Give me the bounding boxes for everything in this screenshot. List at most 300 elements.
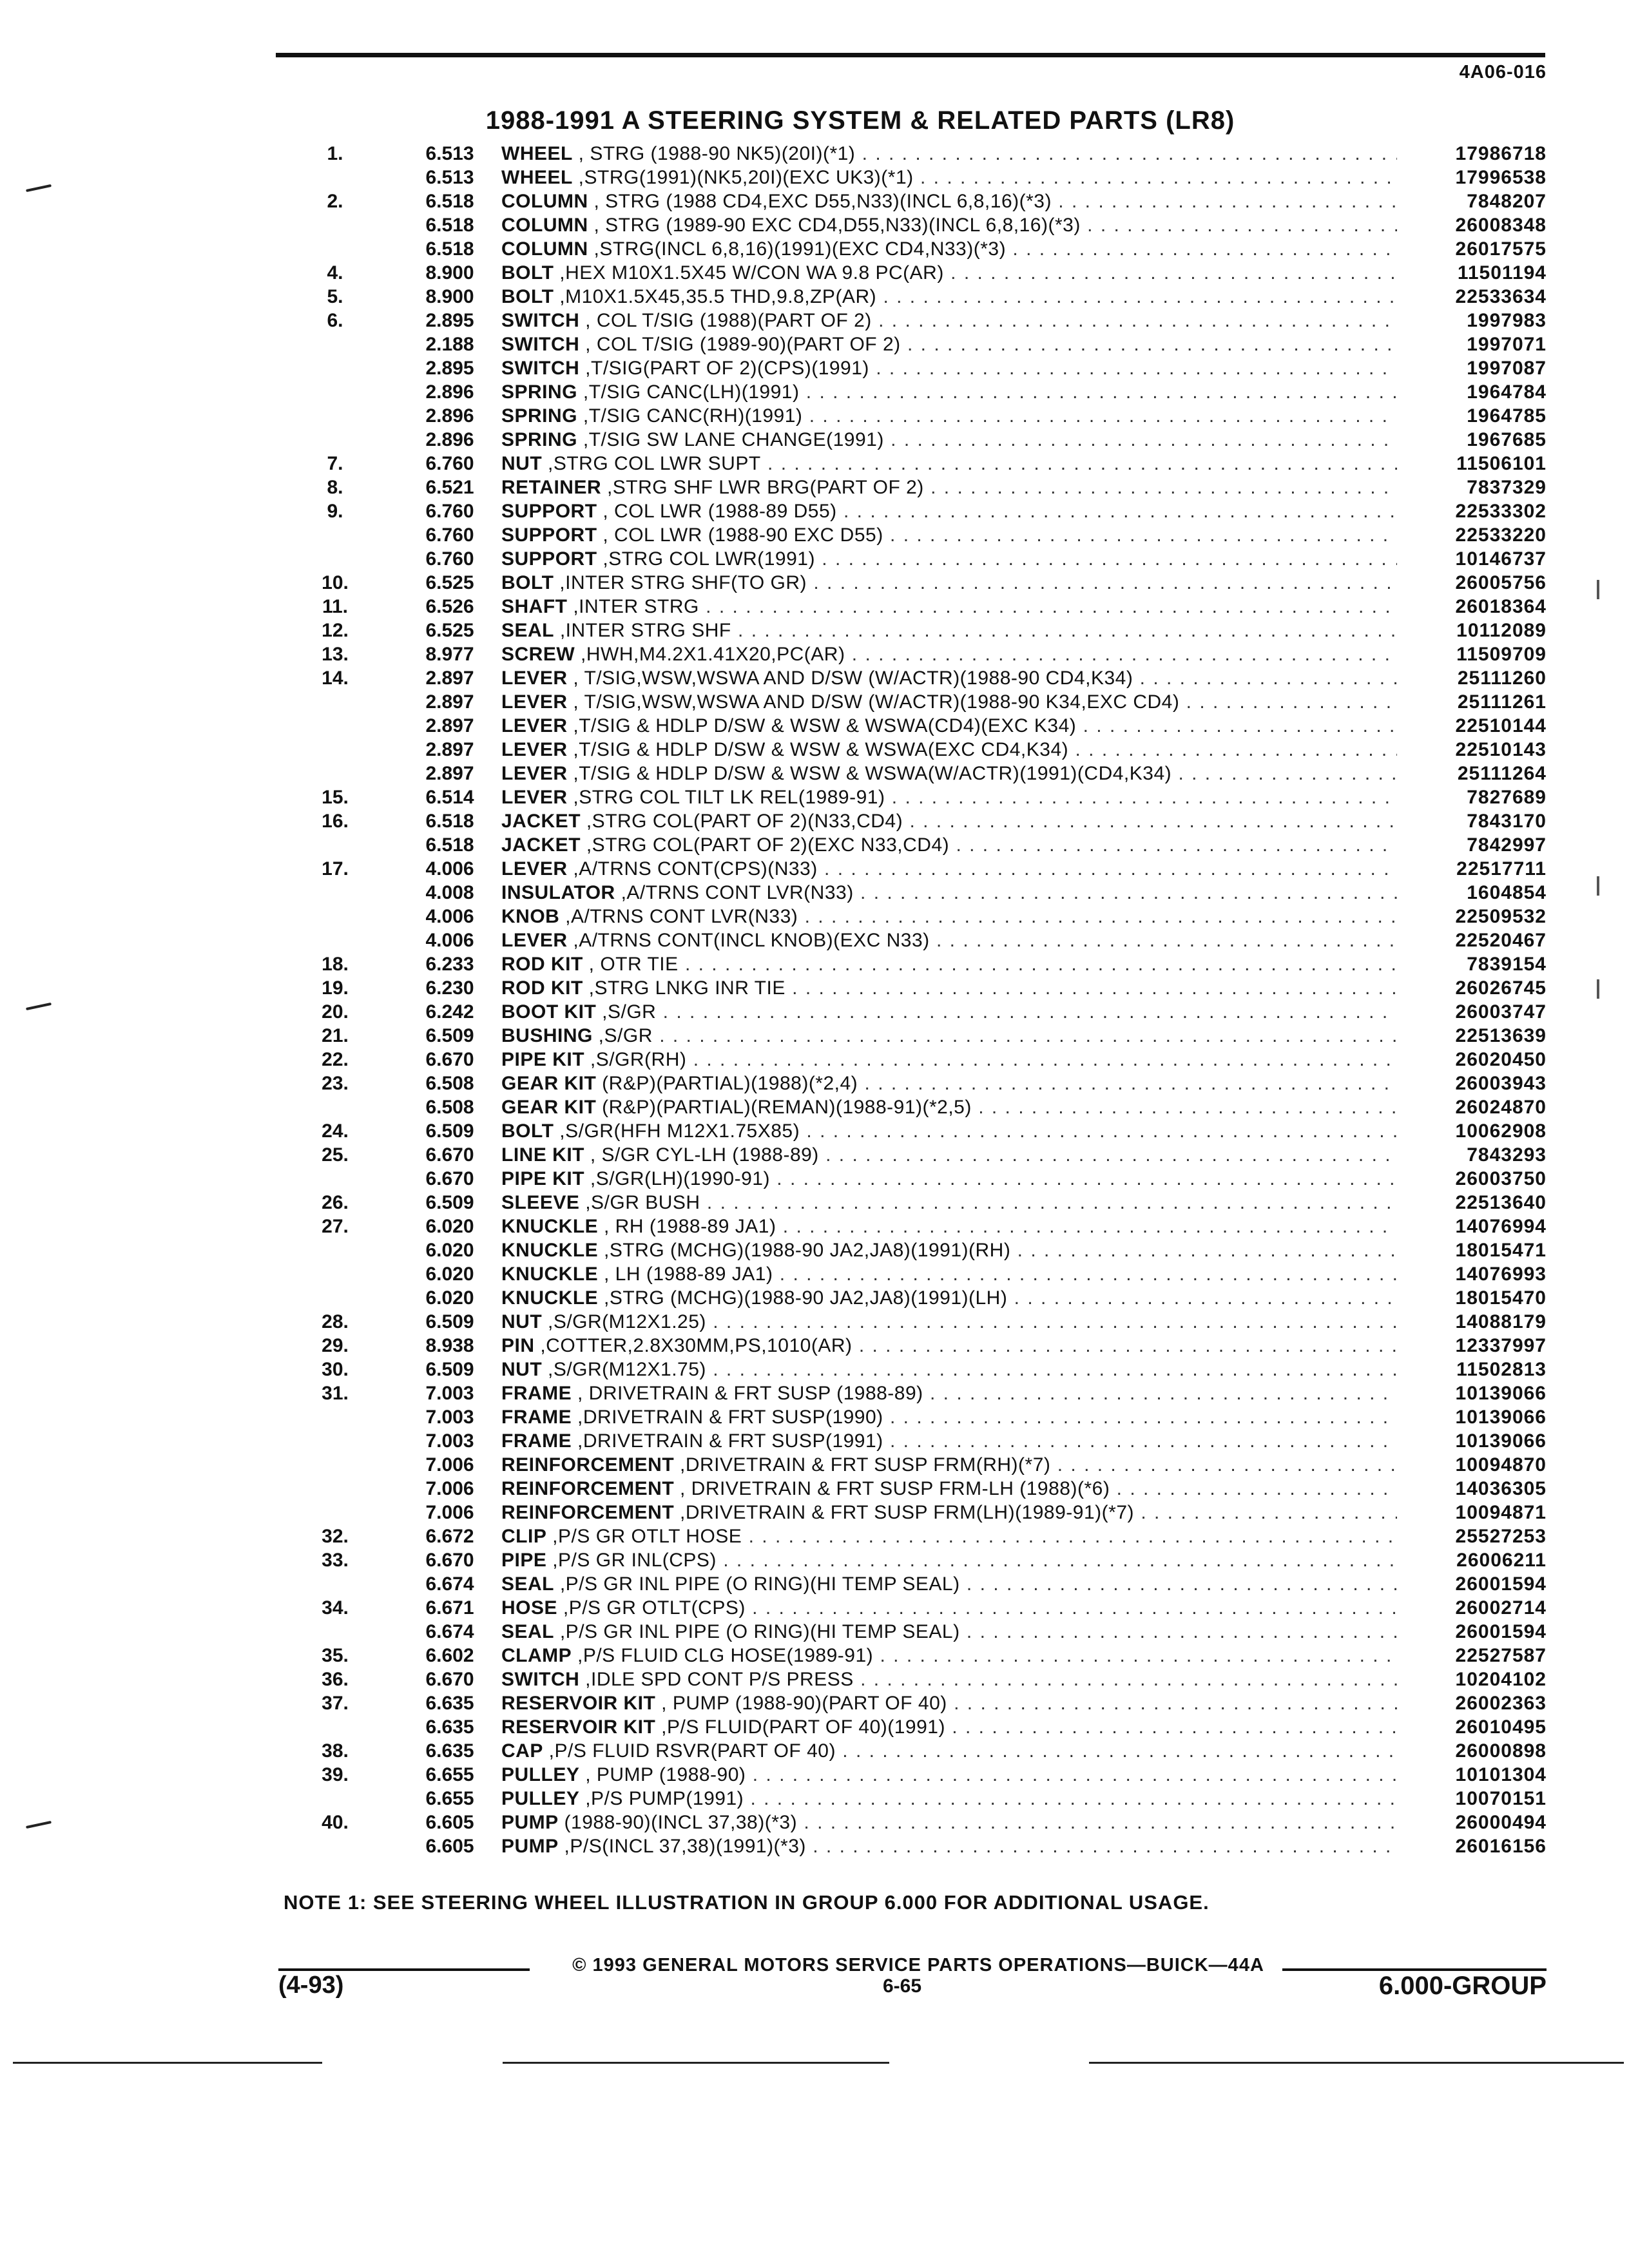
part-group-number: 6.674: [425, 1573, 474, 1595]
part-description: [501, 905, 1397, 928]
part-qualifier: ,P/S FLUID(PART OF 40)(1991): [655, 1716, 945, 1738]
part-description: [501, 1644, 1397, 1667]
part-description: [501, 738, 1397, 762]
part-number: 10139066: [1455, 1407, 1547, 1428]
part-group-number: 6.670: [425, 1168, 474, 1189]
part-row: [0, 1620, 1629, 1644]
top-rule: [276, 53, 1545, 57]
part-description: [501, 1405, 1397, 1429]
part-description: [501, 762, 1397, 785]
part-qualifier: ,DRIVETRAIN & FRT SUSP FRM(LH)(1989-91)(*7): [674, 1502, 1134, 1523]
part-number: 7843293: [1467, 1144, 1547, 1166]
part-number: 14088179: [1455, 1311, 1547, 1332]
part-description: [501, 928, 1397, 952]
part-name: INSULATOR: [501, 882, 615, 903]
part-description: [501, 1715, 1397, 1739]
part-qualifier: ,S/GR(M12X1.75): [542, 1359, 706, 1380]
part-group-number: 6.509: [425, 1192, 474, 1213]
part-qualifier: ,A/TRNS CONT(CPS)(N33): [567, 858, 818, 879]
part-ref-number: 7.: [327, 453, 343, 474]
part-qualifier: , STRG (1988 CD4,EXC D55,N33)(INCL 6,8,16)(*3): [588, 191, 1052, 212]
part-description: [501, 213, 1397, 237]
part-qualifier: ,STRG COL TILT LK REL(1989-91): [567, 787, 885, 808]
part-qualifier: , PUMP (1988-90): [579, 1764, 746, 1785]
part-row: [0, 666, 1629, 690]
part-number: 10062908: [1455, 1120, 1547, 1142]
part-row: [0, 1787, 1629, 1811]
part-ref-number: 13.: [322, 644, 349, 665]
part-row: [0, 1501, 1629, 1524]
part-qualifier: ,STRG(INCL 6,8,16)(1991)(EXC CD4,N33)(*3): [588, 238, 1007, 260]
part-name: ROD KIT: [501, 954, 583, 975]
part-description: [501, 523, 1397, 547]
part-group-number: 6.525: [425, 572, 474, 593]
part-number: 10139066: [1455, 1430, 1547, 1452]
part-qualifier: ,IDLE SPD CONT P/S PRESS: [579, 1669, 854, 1690]
part-description: [501, 1048, 1397, 1072]
part-number: 12337997: [1455, 1335, 1547, 1356]
part-ref-number: 39.: [322, 1764, 349, 1785]
part-description: [501, 1024, 1397, 1048]
part-group-number: 2.896: [425, 381, 474, 403]
part-group-number: 2.896: [425, 429, 474, 450]
part-number: 22533302: [1455, 501, 1547, 522]
part-ref-number: 1.: [327, 143, 343, 164]
part-number: 26010495: [1455, 1716, 1547, 1738]
part-qualifier: ,T/SIG(PART OF 2)(CPS)(1991): [579, 358, 869, 379]
part-group-number: 2.895: [425, 310, 474, 331]
part-name: PUMP: [501, 1812, 559, 1833]
part-description: [501, 1381, 1397, 1405]
part-number: 26017575: [1455, 238, 1547, 260]
part-description: [501, 571, 1397, 595]
part-row: [0, 547, 1629, 571]
part-group-number: 6.525: [425, 620, 474, 641]
part-qualifier: ,DRIVETRAIN & FRT SUSP FRM(RH)(*7): [674, 1454, 1051, 1475]
part-group-number: 6.242: [425, 1001, 474, 1023]
part-name: FRAME: [501, 1407, 572, 1428]
part-group-number: 6.233: [425, 954, 474, 975]
part-qualifier: ,STRG COL(PART OF 2)(EXC N33,CD4): [581, 834, 950, 856]
part-ref-number: 2.: [327, 191, 343, 212]
page-title: 1988-1991 A STEERING SYSTEM & RELATED PARTS (LR8): [485, 106, 1235, 135]
part-name: FRAME: [501, 1430, 572, 1452]
part-ref-number: 40.: [322, 1812, 349, 1833]
part-number: 25111264: [1457, 763, 1547, 784]
part-ref-number: 36.: [322, 1669, 349, 1690]
part-row: [0, 1811, 1629, 1834]
part-qualifier: (1988-90)(INCL 37,38)(*3): [558, 1812, 798, 1833]
part-number: 26001594: [1455, 1573, 1547, 1595]
part-qualifier: , OTR TIE: [583, 954, 679, 975]
part-description: [501, 690, 1397, 714]
part-number: 26026745: [1455, 977, 1547, 999]
part-description: [501, 642, 1397, 666]
part-name: KNUCKLE: [501, 1287, 599, 1309]
scan-speck: [1597, 876, 1599, 896]
part-number: 26016156: [1455, 1836, 1547, 1857]
part-name: SCREW: [501, 644, 575, 665]
part-row: [0, 380, 1629, 404]
part-row: [0, 428, 1629, 452]
part-group-number: 7.006: [425, 1502, 474, 1523]
part-name: NUT: [501, 453, 543, 474]
part-group-number: 8.900: [425, 262, 474, 284]
page-code: 4A06-016: [1459, 62, 1547, 82]
part-number: 1604854: [1467, 882, 1547, 903]
part-description: [501, 142, 1397, 166]
part-qualifier: ,STRG COL LWR(1991): [597, 548, 815, 570]
part-ref-number: 21.: [322, 1025, 349, 1046]
part-group-number: 8.977: [425, 644, 474, 665]
footer-date: (4-93): [278, 1972, 344, 1999]
part-description: [501, 976, 1397, 1000]
part-row: [0, 1191, 1629, 1215]
part-qualifier: ,S/GR(HFH M12X1.75X85): [554, 1120, 800, 1142]
part-number: 7848207: [1467, 191, 1547, 212]
part-description: [501, 1596, 1397, 1620]
part-group-number: 6.518: [425, 834, 474, 856]
part-row: [0, 1715, 1629, 1739]
part-group-number: 6.760: [425, 524, 474, 546]
part-row: [0, 1524, 1629, 1548]
part-number: 14036305: [1455, 1478, 1547, 1499]
part-name: WHEEL: [501, 143, 573, 164]
part-ref-number: 25.: [322, 1144, 349, 1166]
part-row: [0, 1358, 1629, 1381]
scan-speck: [1597, 580, 1599, 599]
part-qualifier: ,T/SIG & HDLP D/SW & WSW & WSWA(EXC CD4,K34): [567, 739, 1069, 760]
part-group-number: 8.938: [425, 1335, 474, 1356]
part-number: 7843170: [1467, 811, 1547, 832]
scan-speck: [1597, 979, 1599, 999]
part-ref-number: 17.: [322, 858, 349, 879]
part-group-number: 6.602: [425, 1645, 474, 1666]
footer-group: 6.000-GROUP: [1378, 1972, 1547, 2000]
part-qualifier: ,T/SIG SW LANE CHANGE(1991): [577, 429, 884, 450]
part-description: [501, 261, 1397, 285]
part-number: 26003943: [1455, 1073, 1547, 1094]
part-row: [0, 309, 1629, 332]
part-name: LEVER: [501, 715, 568, 736]
part-number: 11509709: [1456, 644, 1547, 665]
part-description: [501, 1548, 1397, 1572]
part-number: 26000494: [1455, 1812, 1547, 1833]
part-qualifier: ,INTER STRG: [567, 596, 699, 617]
part-qualifier: , DRIVETRAIN & FRT SUSP FRM-LH (1988)(*6): [674, 1478, 1110, 1499]
part-description: [501, 1238, 1397, 1262]
part-ref-number: 12.: [322, 620, 349, 641]
part-group-number: 7.006: [425, 1454, 474, 1475]
part-group-number: 6.508: [425, 1097, 474, 1118]
footnote: NOTE 1: SEE STEERING WHEEL ILLUSTRATION IN GROUP 6.000 FOR ADDITIONAL USAGE.: [284, 1891, 1210, 1914]
part-group-number: 4.006: [425, 906, 474, 927]
part-group-number: 6.670: [425, 1669, 474, 1690]
part-group-number: 6.508: [425, 1073, 474, 1094]
part-number: 10101304: [1455, 1764, 1547, 1785]
part-name: REINFORCEMENT: [501, 1502, 675, 1523]
part-row: [0, 1334, 1629, 1358]
part-number: 26018364: [1455, 596, 1547, 617]
part-row: [0, 1000, 1629, 1024]
part-number: 11506101: [1456, 453, 1547, 474]
part-row: [0, 332, 1629, 356]
part-name: CLIP: [501, 1526, 547, 1547]
part-row: [0, 189, 1629, 213]
part-name: SWITCH: [501, 334, 580, 355]
part-description: [501, 1286, 1397, 1310]
part-name: WHEEL: [501, 167, 573, 188]
part-description: [501, 952, 1397, 976]
part-row: [0, 356, 1629, 380]
part-number: 1964784: [1467, 381, 1547, 403]
part-description: [501, 1667, 1397, 1691]
part-row: [0, 571, 1629, 595]
part-row: [0, 1215, 1629, 1238]
part-qualifier: ,P/S GR OTLT HOSE: [546, 1526, 742, 1547]
part-ref-number: 19.: [322, 977, 349, 999]
part-description: [501, 1000, 1397, 1024]
part-qualifier: ,COTTER,2.8X30MM,PS,1010(AR): [534, 1335, 853, 1356]
part-ref-number: 20.: [322, 1001, 349, 1023]
part-ref-number: 26.: [322, 1192, 349, 1213]
part-number: 22513639: [1455, 1025, 1547, 1046]
part-row: [0, 1548, 1629, 1572]
part-group-number: 6.513: [425, 143, 474, 164]
part-row: [0, 476, 1629, 499]
part-row: [0, 762, 1629, 785]
part-description: [501, 1167, 1397, 1191]
part-row: [0, 1691, 1629, 1715]
part-row: [0, 1048, 1629, 1072]
part-row: [0, 1119, 1629, 1143]
part-number: 1964785: [1467, 405, 1547, 427]
part-description: [501, 1119, 1397, 1143]
part-group-number: 7.006: [425, 1478, 474, 1499]
part-row: [0, 1739, 1629, 1763]
part-number: 26006211: [1456, 1550, 1547, 1571]
part-row: [0, 213, 1629, 237]
part-row: [0, 1644, 1629, 1667]
part-row: [0, 452, 1629, 476]
part-description: [501, 1811, 1397, 1834]
part-row: [0, 642, 1629, 666]
part-row: [0, 785, 1629, 809]
part-row: [0, 1453, 1629, 1477]
part-qualifier: ,STRG (MCHG)(1988-90 JA2,JA8)(1991)(LH): [598, 1287, 1008, 1309]
part-number: 11501194: [1457, 262, 1547, 284]
part-description: [501, 1310, 1397, 1334]
part-row: [0, 1072, 1629, 1095]
part-name: SEAL: [501, 1621, 555, 1642]
part-name: SWITCH: [501, 1669, 580, 1690]
part-name: BOLT: [501, 286, 554, 307]
part-ref-number: 16.: [322, 811, 349, 832]
part-qualifier: , COL LWR (1988-90 EXC D55): [597, 524, 883, 546]
part-number: 22527587: [1455, 1645, 1547, 1666]
part-row: [0, 1834, 1629, 1858]
part-description: [501, 237, 1397, 261]
part-description: [501, 881, 1397, 905]
part-description: [501, 1763, 1397, 1787]
part-group-number: 6.635: [425, 1693, 474, 1714]
part-name: GEAR KIT: [501, 1097, 597, 1118]
part-row: [0, 237, 1629, 261]
part-description: [501, 1215, 1397, 1238]
part-name: SWITCH: [501, 358, 580, 379]
part-description: [501, 404, 1397, 428]
part-row: [0, 261, 1629, 285]
part-name: SPRING: [501, 405, 578, 427]
part-group-number: 2.897: [425, 691, 474, 713]
part-number: 26020450: [1455, 1049, 1547, 1070]
part-row: [0, 1381, 1629, 1405]
part-name: LEVER: [501, 930, 568, 951]
part-name: BOLT: [501, 1120, 554, 1142]
part-description: [501, 714, 1397, 738]
part-group-number: 6.518: [425, 191, 474, 212]
part-group-number: 6.635: [425, 1740, 474, 1762]
part-row: [0, 1477, 1629, 1501]
part-description: [501, 499, 1397, 523]
part-qualifier: ,HEX M10X1.5X45 W/CON WA 9.8 PC(AR): [554, 262, 944, 284]
part-ref-number: 4.: [327, 262, 343, 284]
part-number: 26003747: [1455, 1001, 1547, 1023]
part-description: [501, 666, 1397, 690]
part-qualifier: ,T/SIG CANC(LH)(1991): [577, 381, 800, 403]
part-name: SUPPORT: [501, 548, 597, 570]
part-qualifier: ,T/SIG & HDLP D/SW & WSW & WSWA(W/ACTR)(1991)(CD4,K34): [567, 763, 1172, 784]
part-ref-number: 34.: [322, 1597, 349, 1619]
part-qualifier: ,P/S(INCL 37,38)(1991)(*3): [558, 1836, 806, 1857]
part-group-number: 7.003: [425, 1383, 474, 1404]
part-name: HOSE: [501, 1597, 558, 1619]
part-description: [501, 285, 1397, 309]
part-qualifier: , S/GR CYL-LH (1988-89): [584, 1144, 819, 1166]
part-group-number: 6.230: [425, 977, 474, 999]
part-qualifier: , STRG (1989-90 EXC CD4,D55,N33)(INCL 6,8,16)(*3): [588, 215, 1081, 236]
part-group-number: 4.006: [425, 930, 474, 951]
part-description: [501, 809, 1397, 833]
part-group-number: 6.674: [425, 1621, 474, 1642]
part-row: [0, 1667, 1629, 1691]
part-number: 10112089: [1456, 620, 1547, 641]
part-group-number: 2.188: [425, 334, 474, 355]
part-row: [0, 976, 1629, 1000]
part-qualifier: ,INTER STRG SHF(TO GR): [554, 572, 807, 593]
part-row: [0, 1024, 1629, 1048]
part-name: SPRING: [501, 381, 578, 403]
part-name: SHAFT: [501, 596, 568, 617]
part-ref-number: 29.: [322, 1335, 349, 1356]
scan-rule-1: [13, 2062, 322, 2064]
part-name: KNUCKLE: [501, 1264, 599, 1285]
part-number: 10139066: [1455, 1383, 1547, 1404]
part-name: SEAL: [501, 620, 555, 641]
part-description: [501, 1477, 1397, 1501]
part-description: [501, 1072, 1397, 1095]
part-name: LINE KIT: [501, 1144, 584, 1166]
part-group-number: 6.513: [425, 167, 474, 188]
part-qualifier: ,HWH,M4.2X1.41X20,PC(AR): [575, 644, 845, 665]
part-number: 26002363: [1455, 1693, 1547, 1714]
part-group-number: 6.760: [425, 501, 474, 522]
part-ref-number: 9.: [327, 501, 343, 522]
part-number: 26008348: [1455, 215, 1547, 236]
part-group-number: 6.655: [425, 1788, 474, 1809]
part-ref-number: 14.: [322, 668, 349, 689]
part-name: COLUMN: [501, 238, 588, 260]
part-group-number: 6.760: [425, 548, 474, 570]
part-ref-number: 37.: [322, 1693, 349, 1714]
part-name: RETAINER: [501, 477, 602, 498]
part-row: [0, 928, 1629, 952]
part-number: 26000898: [1455, 1740, 1547, 1762]
part-qualifier: ,S/GR(LH)(1990-91): [584, 1168, 770, 1189]
part-group-number: 6.518: [425, 238, 474, 260]
part-number: 18015470: [1455, 1287, 1547, 1309]
part-qualifier: (R&P)(PARTIAL)(1988)(*2,4): [596, 1073, 858, 1094]
part-row: [0, 1596, 1629, 1620]
scan-rule-2: [503, 2062, 889, 2064]
part-group-number: 6.526: [425, 596, 474, 617]
part-group-number: 6.670: [425, 1049, 474, 1070]
part-name: SUPPORT: [501, 524, 597, 546]
part-row: [0, 809, 1629, 833]
part-name: CAP: [501, 1740, 543, 1762]
parts-list: [0, 142, 1629, 1858]
part-row: [0, 1286, 1629, 1310]
part-name: SWITCH: [501, 310, 580, 331]
part-ref-number: 33.: [322, 1550, 349, 1571]
part-group-number: 2.895: [425, 358, 474, 379]
part-number: 25111261: [1457, 691, 1547, 713]
part-group-number: 6.635: [425, 1716, 474, 1738]
part-name: SEAL: [501, 1573, 555, 1595]
part-name: PUMP: [501, 1836, 559, 1857]
part-qualifier: ,P/S GR INL PIPE (O RING)(HI TEMP SEAL): [554, 1573, 960, 1595]
part-ref-number: 18.: [322, 954, 349, 975]
part-row: [0, 523, 1629, 547]
part-name: RESERVOIR KIT: [501, 1716, 656, 1738]
part-name: PULLEY: [501, 1764, 580, 1785]
part-description: [501, 833, 1397, 857]
part-ref-number: 23.: [322, 1073, 349, 1094]
part-ref-number: 11.: [322, 596, 349, 617]
part-name: KNUCKLE: [501, 1216, 599, 1237]
part-number: 7842997: [1467, 834, 1547, 856]
part-description: [501, 595, 1397, 619]
part-description: [501, 1572, 1397, 1596]
part-description: [501, 1429, 1397, 1453]
part-row: [0, 1095, 1629, 1119]
part-row: [0, 738, 1629, 762]
part-number: 26003750: [1455, 1168, 1547, 1189]
part-qualifier: ,S/GR: [592, 1025, 653, 1046]
part-group-number: 4.006: [425, 858, 474, 879]
part-ref-number: 15.: [322, 787, 349, 808]
part-qualifier: ,T/SIG CANC(RH)(1991): [577, 405, 803, 427]
part-ref-number: 35.: [322, 1645, 349, 1666]
part-ref-number: 5.: [327, 286, 343, 307]
part-name: NUT: [501, 1359, 543, 1380]
part-description: [501, 428, 1397, 452]
part-name: SUPPORT: [501, 501, 597, 522]
part-qualifier: , T/SIG,WSW,WSWA AND D/SW (W/ACTR)(1988-90 CD4,K34): [567, 668, 1133, 689]
part-qualifier: , COL T/SIG (1988)(PART OF 2): [579, 310, 872, 331]
part-name: GEAR KIT: [501, 1073, 597, 1094]
part-name: LEVER: [501, 668, 568, 689]
